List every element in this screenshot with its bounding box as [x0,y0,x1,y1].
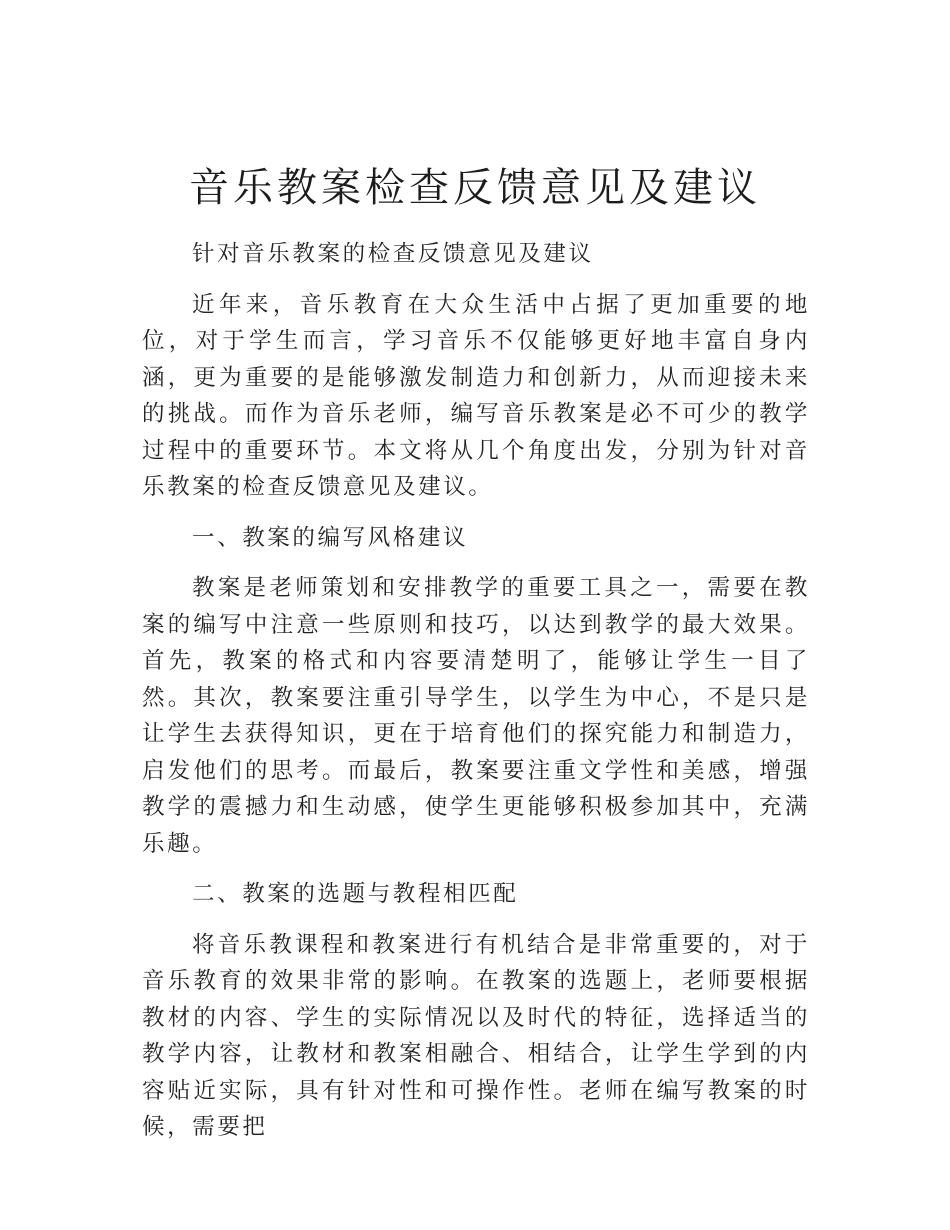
intro-paragraph: 近年来，音乐教育在大众生活中占据了更加重要的地位，对于学生而言，学习音乐不仅能够更好地丰富自身内涵，更为重要的是能够激发制造力和创新力，从而迎接未来的挑战。而作为音乐老师，编写音乐教案是必不可少的教学过程中的重要环节。本文将从几个角度出发，分别为针对音乐教案的检查反馈意见及建议。 [142,291,810,500]
subtitle-paragraph: 针对音乐教案的检查反馈意见及建议 [192,241,594,267]
document-title: 音乐教案检查反馈意见及建议 [189,165,761,211]
section-heading-2: 二、教案的选题与教程相匹配 [192,881,519,907]
section-1-paragraph: 教案是老师策划和安排教学的重要工具之一，需要在教案的编写中注意一些原则和技巧，以达到教学的最大效果。首先，教案的格式和内容要清楚明了，能够让学生一目了然。其次，教案要注重引导学生，以学生为中心，不是只是让学生去获得知识，更在于培育他们的探究能力和制造力，启发他们的思考。而最后，教案要注重文学性和美感，增强教学的震撼力和生动感，使学生更能够积极参加其中，充满乐趣。 [142,575,810,857]
document-body [142,236,810,1160]
section-2-paragraph: 将音乐教课程和教案进行有机结合是非常重要的，对于音乐教育的效果非常的影响。在教案的选题上，老师要根据教材的内容、学生的实际情况以及时代的特征，选择适当的教学内容，让教材和教案相融合、相结合，让学生学到的内容贴近实际，具有针对性和可操作性。老师在编写教案的时候，需要把 [142,931,810,1140]
section-heading-1: 一、教案的编写风格建议 [192,524,469,551]
